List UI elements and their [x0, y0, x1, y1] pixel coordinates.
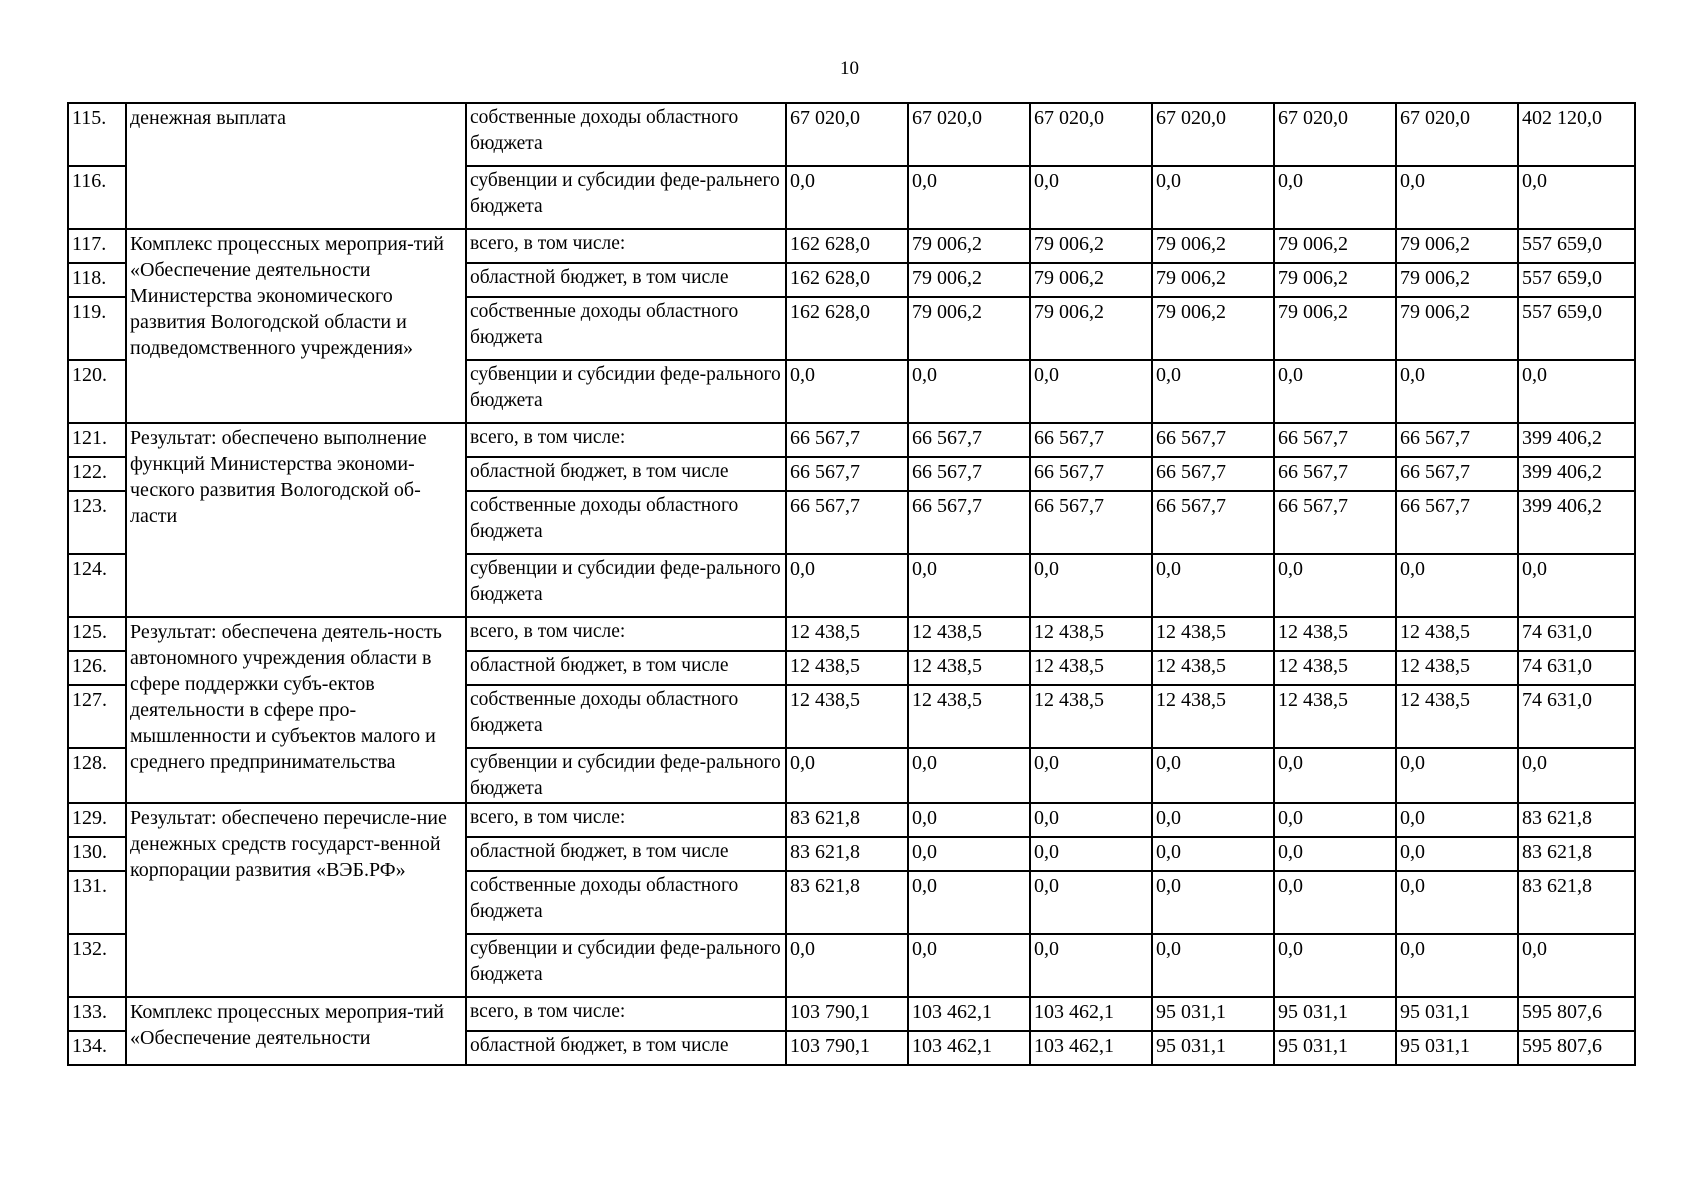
- total-cell: 595 807,6: [1518, 1031, 1635, 1065]
- value-cell: 95 031,1: [1396, 997, 1518, 1031]
- value-cell: 0,0: [1274, 166, 1396, 229]
- row-number: 123.: [68, 491, 126, 554]
- value-cell: 66 567,7: [1396, 491, 1518, 554]
- row-number: 134.: [68, 1031, 126, 1065]
- total-cell: 74 631,0: [1518, 617, 1635, 651]
- value-cell: 79 006,2: [908, 229, 1030, 263]
- value-cell: 95 031,1: [1396, 1031, 1518, 1065]
- funding-source: областной бюджет, в том числе: [466, 837, 786, 871]
- value-cell: 12 438,5: [1396, 651, 1518, 685]
- total-cell: 0,0: [1518, 554, 1635, 617]
- value-cell: 0,0: [1274, 837, 1396, 871]
- total-cell: 74 631,0: [1518, 651, 1635, 685]
- value-cell: 0,0: [1152, 837, 1274, 871]
- value-cell: 0,0: [1152, 748, 1274, 803]
- total-cell: 399 406,2: [1518, 491, 1635, 554]
- value-cell: 66 567,7: [1152, 423, 1274, 457]
- value-cell: 66 567,7: [1274, 491, 1396, 554]
- value-cell: 12 438,5: [1274, 617, 1396, 651]
- value-cell: 0,0: [1274, 360, 1396, 423]
- value-cell: 12 438,5: [1274, 651, 1396, 685]
- value-cell: 95 031,1: [1152, 997, 1274, 1031]
- value-cell: 0,0: [1396, 837, 1518, 871]
- budget-table-body: [68, 103, 1635, 1065]
- value-cell: 0,0: [1274, 871, 1396, 934]
- row-number: 124.: [68, 554, 126, 617]
- value-cell: 0,0: [786, 360, 908, 423]
- funding-source: всего, в том числе:: [466, 229, 786, 263]
- value-cell: 0,0: [1152, 803, 1274, 837]
- value-cell: 79 006,2: [1274, 263, 1396, 297]
- funding-source: областной бюджет, в том числе: [466, 457, 786, 491]
- value-cell: 67 020,0: [1030, 103, 1152, 166]
- value-cell: 0,0: [908, 166, 1030, 229]
- funding-source: собственные доходы областного бюджета: [466, 103, 786, 166]
- row-number: 126.: [68, 651, 126, 685]
- total-cell: 83 621,8: [1518, 803, 1635, 837]
- value-cell: 0,0: [908, 748, 1030, 803]
- value-cell: 0,0: [1030, 803, 1152, 837]
- value-cell: 12 438,5: [908, 617, 1030, 651]
- value-cell: 0,0: [786, 554, 908, 617]
- value-cell: 103 462,1: [908, 1031, 1030, 1065]
- total-cell: 0,0: [1518, 934, 1635, 997]
- funding-source: областной бюджет, в том числе: [466, 263, 786, 297]
- row-number: 116.: [68, 166, 126, 229]
- value-cell: 79 006,2: [1152, 297, 1274, 360]
- total-cell: 399 406,2: [1518, 423, 1635, 457]
- value-cell: 66 567,7: [908, 423, 1030, 457]
- value-cell: 0,0: [1030, 934, 1152, 997]
- value-cell: 79 006,2: [1030, 297, 1152, 360]
- row-number: 125.: [68, 617, 126, 651]
- value-cell: 0,0: [1396, 803, 1518, 837]
- value-cell: 79 006,2: [1396, 263, 1518, 297]
- value-cell: 66 567,7: [786, 457, 908, 491]
- value-cell: 12 438,5: [1030, 617, 1152, 651]
- row-number: 118.: [68, 263, 126, 297]
- value-cell: 95 031,1: [1274, 997, 1396, 1031]
- total-cell: 83 621,8: [1518, 871, 1635, 934]
- value-cell: 67 020,0: [1152, 103, 1274, 166]
- row-number: 121.: [68, 423, 126, 457]
- value-cell: 0,0: [1396, 871, 1518, 934]
- row-number: 127.: [68, 685, 126, 748]
- value-cell: 0,0: [1396, 554, 1518, 617]
- total-cell: 399 406,2: [1518, 457, 1635, 491]
- funding-source: областной бюджет, в том числе: [466, 1031, 786, 1065]
- value-cell: 79 006,2: [1396, 229, 1518, 263]
- value-cell: 0,0: [1152, 360, 1274, 423]
- value-cell: 79 006,2: [908, 297, 1030, 360]
- value-cell: 67 020,0: [1274, 103, 1396, 166]
- value-cell: 0,0: [1030, 554, 1152, 617]
- value-cell: 66 567,7: [1030, 423, 1152, 457]
- value-cell: 0,0: [1152, 871, 1274, 934]
- value-cell: 162 628,0: [786, 263, 908, 297]
- value-cell: 0,0: [1030, 871, 1152, 934]
- value-cell: 0,0: [908, 871, 1030, 934]
- value-cell: 12 438,5: [1030, 651, 1152, 685]
- value-cell: 67 020,0: [908, 103, 1030, 166]
- table-row: [68, 423, 1635, 457]
- value-cell: 83 621,8: [786, 803, 908, 837]
- value-cell: 0,0: [786, 166, 908, 229]
- value-cell: 66 567,7: [1152, 457, 1274, 491]
- value-cell: 0,0: [1396, 166, 1518, 229]
- value-cell: 0,0: [1152, 934, 1274, 997]
- value-cell: 12 438,5: [1152, 617, 1274, 651]
- table-row: [68, 617, 1635, 651]
- funding-source: субвенции и субсидии феде-рального бюджета: [466, 554, 786, 617]
- total-cell: 557 659,0: [1518, 229, 1635, 263]
- value-cell: 95 031,1: [1274, 1031, 1396, 1065]
- value-cell: 0,0: [1152, 166, 1274, 229]
- value-cell: 66 567,7: [1274, 423, 1396, 457]
- value-cell: 79 006,2: [1152, 229, 1274, 263]
- row-description: Результат: обеспечено перечисле-ние денежных средств государст-венной корпорации развития «ВЭБ.РФ»: [126, 803, 466, 997]
- total-cell: 0,0: [1518, 166, 1635, 229]
- value-cell: 66 567,7: [1396, 423, 1518, 457]
- value-cell: 66 567,7: [1030, 491, 1152, 554]
- value-cell: 12 438,5: [1396, 685, 1518, 748]
- value-cell: 66 567,7: [1396, 457, 1518, 491]
- value-cell: 162 628,0: [786, 229, 908, 263]
- value-cell: 66 567,7: [908, 457, 1030, 491]
- value-cell: 12 438,5: [1152, 651, 1274, 685]
- value-cell: 12 438,5: [1152, 685, 1274, 748]
- row-description: Результат: обеспечено выполнение функций Министерства экономи-ческого развития Вологодской об-ласти: [126, 423, 466, 617]
- row-number: 128.: [68, 748, 126, 803]
- value-cell: 0,0: [1396, 934, 1518, 997]
- value-cell: 0,0: [908, 803, 1030, 837]
- value-cell: 79 006,2: [908, 263, 1030, 297]
- funding-source: областной бюджет, в том числе: [466, 651, 786, 685]
- funding-source: собственные доходы областного бюджета: [466, 491, 786, 554]
- value-cell: 67 020,0: [786, 103, 908, 166]
- funding-source: всего, в том числе:: [466, 617, 786, 651]
- value-cell: 103 462,1: [1030, 997, 1152, 1031]
- row-number: 129.: [68, 803, 126, 837]
- value-cell: 0,0: [1396, 748, 1518, 803]
- value-cell: 12 438,5: [786, 651, 908, 685]
- value-cell: 103 790,1: [786, 997, 908, 1031]
- value-cell: 79 006,2: [1274, 297, 1396, 360]
- row-number: 119.: [68, 297, 126, 360]
- value-cell: 12 438,5: [1396, 617, 1518, 651]
- value-cell: 0,0: [1030, 748, 1152, 803]
- value-cell: 66 567,7: [1152, 491, 1274, 554]
- row-number: 120.: [68, 360, 126, 423]
- value-cell: 103 790,1: [786, 1031, 908, 1065]
- funding-source: собственные доходы областного бюджета: [466, 685, 786, 748]
- value-cell: 67 020,0: [1396, 103, 1518, 166]
- value-cell: 79 006,2: [1030, 229, 1152, 263]
- value-cell: 66 567,7: [786, 423, 908, 457]
- value-cell: 0,0: [908, 360, 1030, 423]
- budget-table: [67, 102, 1636, 1066]
- value-cell: 12 438,5: [908, 685, 1030, 748]
- funding-source: субвенции и субсидии феде-рального бюджета: [466, 934, 786, 997]
- value-cell: 12 438,5: [786, 617, 908, 651]
- value-cell: 66 567,7: [1274, 457, 1396, 491]
- table-row: [68, 103, 1635, 166]
- value-cell: 0,0: [1274, 934, 1396, 997]
- value-cell: 0,0: [1030, 166, 1152, 229]
- funding-source: субвенции и субсидии феде-ральнего бюджета: [466, 166, 786, 229]
- row-number: 131.: [68, 871, 126, 934]
- table-row: [68, 997, 1635, 1031]
- funding-source: всего, в том числе:: [466, 803, 786, 837]
- funding-source: субвенции и субсидии феде-рального бюджета: [466, 360, 786, 423]
- value-cell: 83 621,8: [786, 871, 908, 934]
- value-cell: 12 438,5: [1030, 685, 1152, 748]
- table-row: [68, 229, 1635, 263]
- value-cell: 79 006,2: [1396, 297, 1518, 360]
- total-cell: 83 621,8: [1518, 837, 1635, 871]
- table-row: [68, 803, 1635, 837]
- value-cell: 12 438,5: [786, 685, 908, 748]
- value-cell: 66 567,7: [908, 491, 1030, 554]
- funding-source: собственные доходы областного бюджета: [466, 871, 786, 934]
- value-cell: 103 462,1: [908, 997, 1030, 1031]
- total-cell: 557 659,0: [1518, 297, 1635, 360]
- total-cell: 557 659,0: [1518, 263, 1635, 297]
- value-cell: 0,0: [908, 934, 1030, 997]
- value-cell: 0,0: [1274, 748, 1396, 803]
- row-number: 115.: [68, 103, 126, 166]
- row-number: 132.: [68, 934, 126, 997]
- value-cell: 66 567,7: [786, 491, 908, 554]
- total-cell: 402 120,0: [1518, 103, 1635, 166]
- row-description: Комплекс процессных мероприя-тий «Обеспечение деятельности: [126, 997, 466, 1065]
- value-cell: 83 621,8: [786, 837, 908, 871]
- value-cell: 79 006,2: [1274, 229, 1396, 263]
- row-number: 133.: [68, 997, 126, 1031]
- row-description: денежная выплата: [126, 103, 466, 229]
- total-cell: 74 631,0: [1518, 685, 1635, 748]
- row-number: 130.: [68, 837, 126, 871]
- value-cell: 95 031,1: [1152, 1031, 1274, 1065]
- value-cell: 103 462,1: [1030, 1031, 1152, 1065]
- value-cell: 0,0: [1030, 837, 1152, 871]
- value-cell: 12 438,5: [908, 651, 1030, 685]
- total-cell: 0,0: [1518, 360, 1635, 423]
- page-number: 10: [840, 58, 859, 79]
- total-cell: 595 807,6: [1518, 997, 1635, 1031]
- value-cell: 0,0: [1396, 360, 1518, 423]
- total-cell: 0,0: [1518, 748, 1635, 803]
- row-number: 122.: [68, 457, 126, 491]
- value-cell: 66 567,7: [1030, 457, 1152, 491]
- value-cell: 79 006,2: [1152, 263, 1274, 297]
- row-number: 117.: [68, 229, 126, 263]
- funding-source: субвенции и субсидии феде-рального бюджета: [466, 748, 786, 803]
- value-cell: 0,0: [1274, 803, 1396, 837]
- funding-source: собственные доходы областного бюджета: [466, 297, 786, 360]
- value-cell: 0,0: [1274, 554, 1396, 617]
- value-cell: 0,0: [786, 934, 908, 997]
- value-cell: 162 628,0: [786, 297, 908, 360]
- funding-source: всего, в том числе:: [466, 997, 786, 1031]
- funding-source: всего, в том числе:: [466, 423, 786, 457]
- value-cell: 79 006,2: [1030, 263, 1152, 297]
- value-cell: 12 438,5: [1274, 685, 1396, 748]
- value-cell: 0,0: [908, 554, 1030, 617]
- value-cell: 0,0: [1030, 360, 1152, 423]
- value-cell: 0,0: [786, 748, 908, 803]
- value-cell: 0,0: [908, 837, 1030, 871]
- row-description: Результат: обеспечена деятель-ность автономного учреждения области в сфере поддержки субъ-ектов деятельности в сфере про-мышленности и субъектов малого и среднего предпринимательства: [126, 617, 466, 803]
- value-cell: 0,0: [1152, 554, 1274, 617]
- row-description: Комплекс процессных мероприя-тий «Обеспечение деятельности Министерства экономического развития Вологодской области и подведомственного учреждения»: [126, 229, 466, 423]
